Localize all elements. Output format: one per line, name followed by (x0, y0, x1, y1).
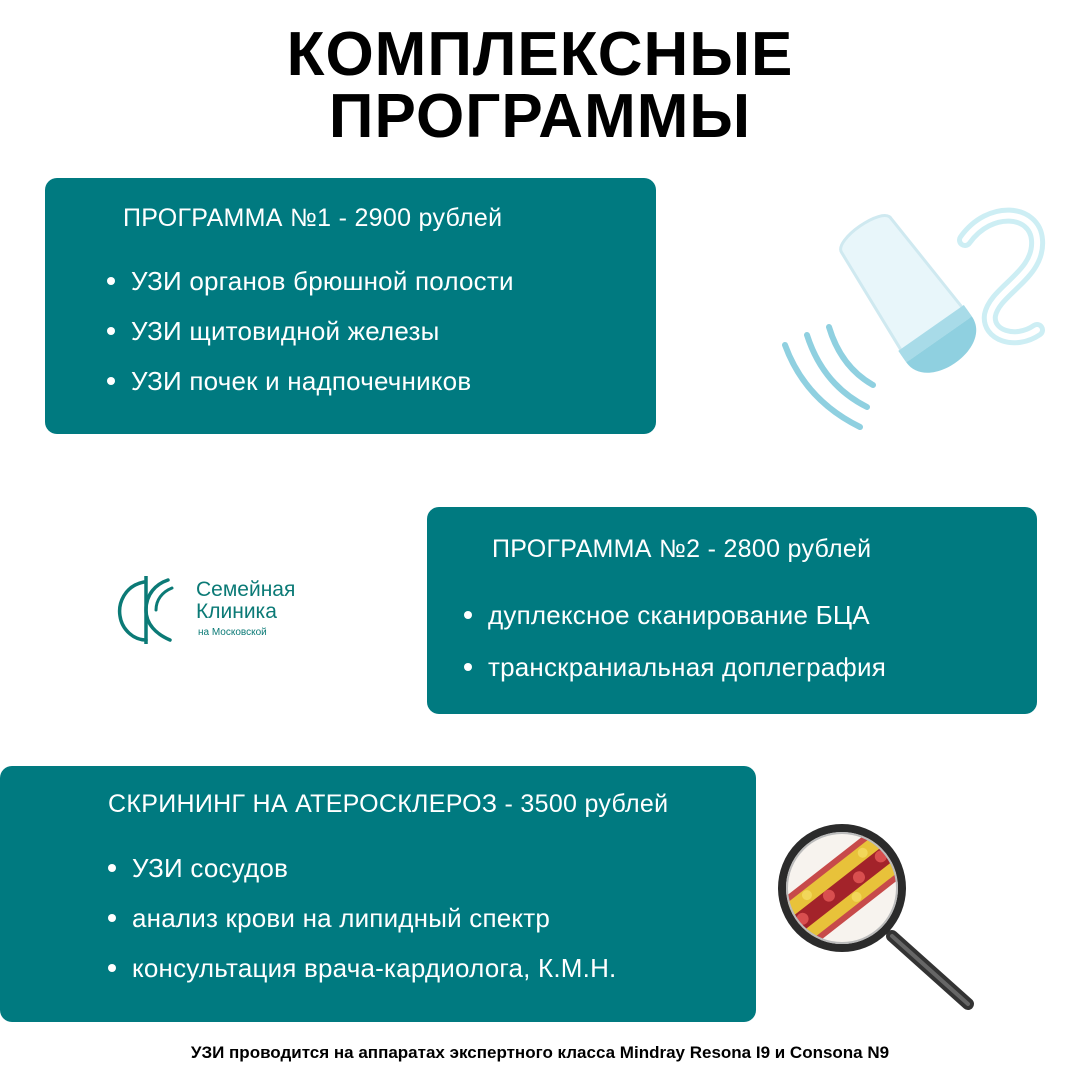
magnifier-artery-icon (772, 818, 982, 1018)
list-item: УЗИ сосудов (108, 843, 616, 893)
program-2-heading: ПРОГРАММА №2 - 2800 рублей (492, 535, 872, 563)
program-1-list (107, 256, 514, 406)
program-3-list (108, 843, 616, 993)
ultrasound-probe-icon (775, 195, 1055, 435)
program-1-heading: ПРОГРАММА №1 - 2900 рублей (123, 204, 503, 232)
clinic-logo (116, 574, 336, 646)
list-item: УЗИ почек и надпочечников (107, 356, 514, 406)
program-3-heading: СКРИНИНГ НА АТЕРОСКЛЕРОЗ - 3500 рублей (108, 790, 669, 818)
program-3-card (0, 766, 756, 1022)
list-item: УЗИ щитовидной железы (107, 306, 514, 356)
title-line-1: КОМПЛЕКСНЫЕ (286, 20, 794, 89)
footer-note: УЗИ проводится на аппаратах экспертного класса Mindray Resona I9 и Consona N9 (190, 1043, 890, 1062)
program-1-card (45, 178, 656, 434)
program-2-card (427, 507, 1037, 714)
logo-line-1: Семейная (196, 578, 296, 601)
page-title (0, 20, 1080, 151)
logo-line-2: Клиника (196, 600, 277, 623)
list-item: консультация врача-кардиолога, К.М.Н. (108, 943, 616, 993)
list-item: транскраниальная доплеграфия (464, 641, 886, 693)
program-2-list (464, 589, 886, 693)
clinic-logo-icon (116, 574, 186, 646)
list-item: УЗИ органов брюшной полости (107, 256, 514, 306)
list-item: анализ крови на липидный спектр (108, 893, 616, 943)
logo-line-3: на Московской (198, 627, 267, 638)
title-line-2: ПРОГРАММЫ (328, 82, 752, 151)
list-item: дуплексное сканирование БЦА (464, 589, 886, 641)
